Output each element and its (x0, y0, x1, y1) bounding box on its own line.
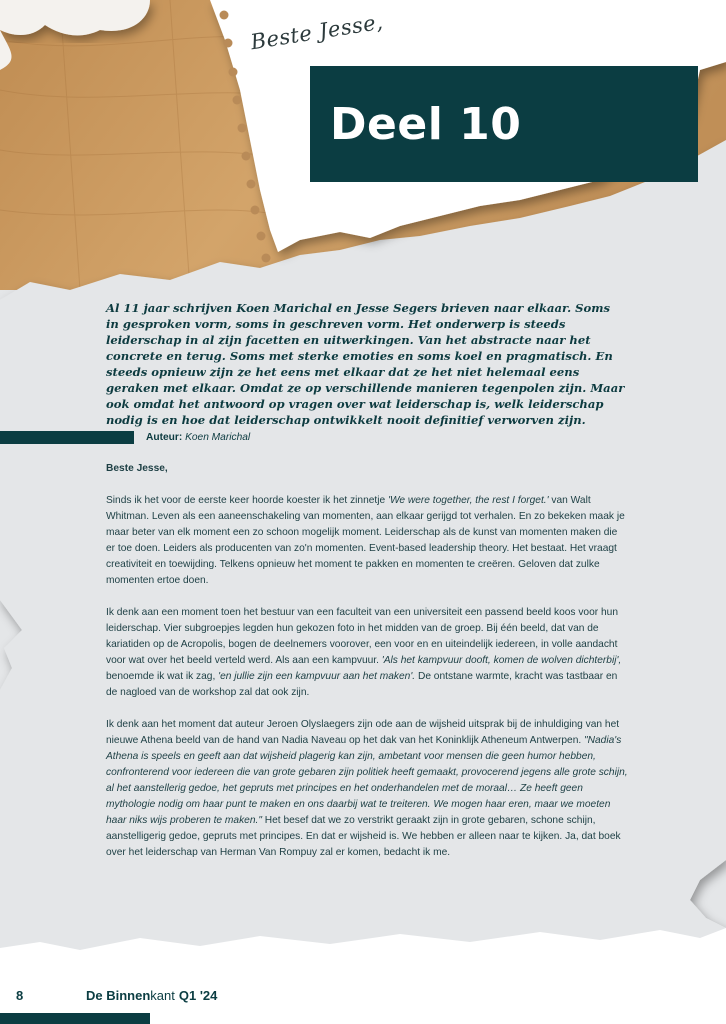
intro-paragraph: Al 11 jaar schrijven Koen Marichal en Jesse Segers brieven naar elkaar. Soms in gesproken vorm, soms in geschreven vorm. Het onderwerp is steeds leiderschap in al zijn facetten en uitwerkingen. Van het abstracte naar het concrete en terug. Soms met sterke emoties en soms koel en pragmatisch. En steeds opnieuw zijn ze het eens met elkaar dat ze het niet helemaal eens geraken met elkaar. Omdat ze op verschillende manieren tegenpolen zijn. Maar ook omdat het antwoord op vragen over wat leiderschap is, welk leiderschap nodig is en hoe dat leiderschap ontwikkelt nooit definitief verworven zijn. (106, 301, 625, 427)
author-credit (146, 432, 250, 443)
publication-name-bold: De Binnen (86, 988, 151, 1003)
letter-paragraph-3 (106, 717, 628, 861)
page-title: Deel 10 (330, 98, 522, 150)
letter-greeting: Beste Jesse, (106, 463, 168, 474)
p2-quote-2: 'en jullie zijn een kampvuur aan het maken'. (218, 671, 416, 682)
p2-text-b: benoemde ik wat ik zag, (106, 671, 219, 682)
p3-text-b: Het besef dat we zo verstrikt geraakt zijn in grote gebaren, schone schijn, aanstelligerig gedoe, gepruts met principes. En dat er wijsheid is. We hebben er alleen naar te kijken. Ja, dat boek over het leiderschap van Herman Van Rompuy zal er komen, bedacht ik me. (106, 815, 621, 858)
publication-name (86, 988, 217, 1003)
p1-quote: 'We were together, the rest I forget.' (388, 495, 549, 506)
publication-name-regular: kant (150, 988, 175, 1003)
author-name: Koen Marichal (185, 432, 251, 443)
issue-label: Q1 '24 (178, 988, 218, 1003)
author-accent-bar (0, 431, 134, 444)
p2-text-a: Ik denk aan een moment toen het bestuur van een faculteit van een universiteit een passend beeld koos voor hun leiderschap. Vier subgroepjes legden hun gekozen foto in het midden van de groep. Bij één beeld, dat van de kariatiden op de Acropolis, bogen de deelnemers voorover, een voor en en uiteindelijk iedereen, in volle aandacht voor wat over het beeld verteld werd. Als aan een kampvuur. (106, 607, 618, 666)
p2-text-c: De ontstane warmte, kracht was tastbaar en de nagloed van de workshop zal dat ook zijn. (106, 671, 618, 698)
page-number: 8 (16, 988, 24, 1003)
p1-text-b: van Walt Whitman. Leven als een aaneenschakeling van momenten, aan elkaar gerijgd tot verhalen. En zo bekeken maak je maar beter van elk moment een zo schoon mogelijk moment. Leiderschap als de kunst van momenten maken die er toe doen. Leiders als producenten van zo'n momenten. Event-based leadership theory. Het bestaat. Het vraagt creativiteit en toewijding. Telkens opnieuw het moment te pakken en momenten te creëren. Geloven dat zulke momenten ertoe doen. (106, 495, 625, 586)
letter-body (106, 461, 628, 877)
p3-quote: "Nadia's Athena is speels en geeft aan dat wijsheid plagerig kan zijn, ambetant voor mensen die geen humor hebben, confronterend voor iedereen die van grote gebaren zijn politiek heeft gemaakt, provocerend jegens alle grote schijn, al het aanstellerig gedoe, het gepruts met principes en het onderhandelen met de moraal… Ze heeft geen mythologie nodig om haar punt te maken en ons daarbij wat te treiteren. We mogen haar eren, maar we moeten haar niks wijs proberen te maken." (106, 735, 628, 826)
letter-paragraph-2 (106, 605, 628, 701)
footer-accent-bar (0, 1013, 150, 1024)
p2-quote-1: 'Als het kampvuur dooft, komen de wolven dichterbij', (381, 655, 622, 666)
p3-text-a: Ik denk aan het moment dat auteur Jeroen Olyslaegers zijn ode aan de wijsheid uitsprak bij de inhuldiging van het nieuwe Athena beeld van de hand van Nadia Naveau op het dak van het Koninklijk Atheneum Antwerpen. (106, 719, 620, 746)
p1-text-a: Sinds ik het voor de eerste keer hoorde koester ik het zinnetje (106, 495, 389, 506)
letter-paragraph-1 (106, 493, 628, 589)
title-banner (310, 66, 698, 182)
handwritten-salutation: Beste Jesse, (248, 9, 385, 55)
author-label: Auteur: (146, 432, 183, 443)
